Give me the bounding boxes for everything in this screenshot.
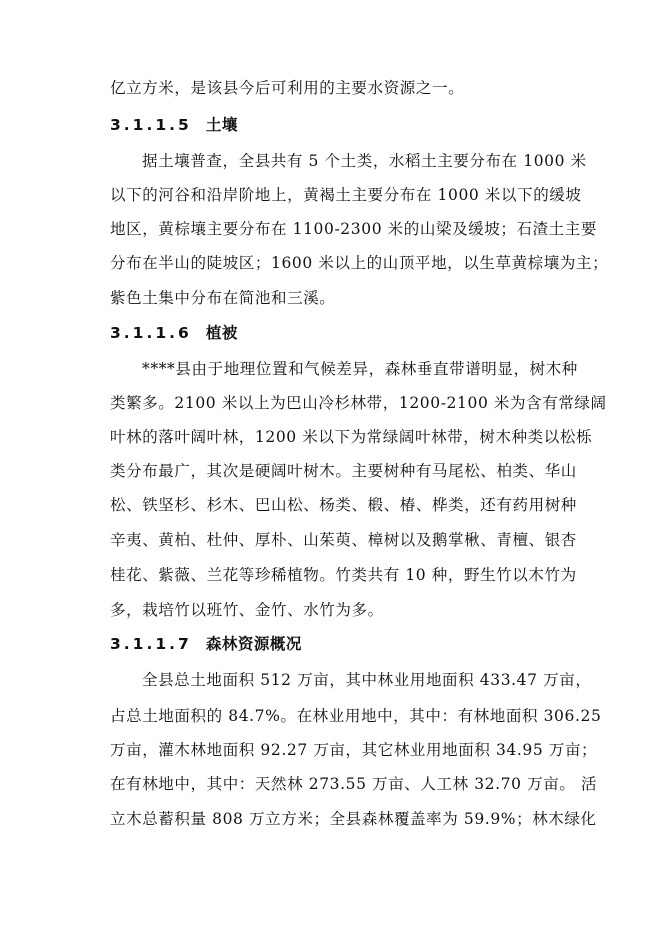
paragraph-line: 类繁多。2100 米以上为巴山冷杉林带，1200-2100 米为含有常绿阔 [110,394,607,412]
section-heading-forest-resources [110,634,302,654]
paragraph-line: 在有林地中，其中：天然林 273.55 万亩、人工林 32.70 万亩。 活 [110,775,598,793]
paragraph-line: 立木总蓄积量 808 万立方米；全县森林覆盖率为 59.9%；林木绿化 [110,810,597,828]
heading-title: 植被 [205,324,238,342]
heading-number: 3.1.1.5 [110,116,192,134]
paragraph-line: 松、铁坚杉、杉木、巴山松、杨类、椴、椿、桦类，还有药用树种 [110,496,577,514]
paragraph-line: 占总土地面积的 84.7%。在林业用地中，其中：有林地面积 306.25 [110,707,602,725]
paragraph-line: 以下的河谷和沿岸阶地上，黄褐土主要分布在 1000 米以下的缓坡 [110,186,582,204]
paragraph-line: 分布在半山的陡坡区；1600 米以上的山顶平地，以生草黄棕壤为主； [110,254,609,272]
section-heading-vegetation [110,323,238,343]
paragraph-line: 辛夷、黄柏、杜仲、厚朴、山茱萸、樟树以及鹅掌楸、青檀、银杏 [110,531,577,549]
paragraph-line: 紫色土集中分布在简池和三溪。 [110,289,336,307]
heading-title: 土壤 [205,116,238,134]
paragraph-line: ****县由于地理位置和气候差异，森林垂直带谱明显，树木种 [142,360,578,378]
paragraph-line: 亿立方米，是该县今后可利用的主要水资源之一。 [110,79,465,97]
heading-title: 森林资源概况 [205,635,302,653]
paragraph-line: 地区，黄棕壤主要分布在 1100-2300 米的山梁及缓坡；石渣土主要 [110,220,597,238]
paragraph-line: 据土壤普查，全县共有 5 个土类，水稻土主要分布在 1000 米 [142,152,587,170]
paragraph-line: 桂花、紫薇、兰花等珍稀植物。竹类共有 10 种，野生竹以木竹为 [110,566,577,584]
heading-number: 3.1.1.6 [110,324,192,342]
heading-number: 3.1.1.7 [110,635,192,653]
paragraph-line: 类分布最广，其次是硬阔叶树木。主要树种有马尾松、柏类、华山 [110,462,577,480]
paragraph-line: 全县总土地面积 512 万亩，其中林业用地面积 433.47 万亩， [142,671,592,689]
paragraph-line: 万亩，灌木林地面积 92.27 万亩，其它林业用地面积 34.95 万亩； [110,741,598,759]
paragraph-line: 多，栽培竹以班竹、金竹、水竹为多。 [110,601,384,619]
paragraph-line: 叶林的落叶阔叶林，1200 米以下为常绿阔叶林带，树木种类以松栎 [110,428,593,446]
section-heading-soil [110,115,238,135]
